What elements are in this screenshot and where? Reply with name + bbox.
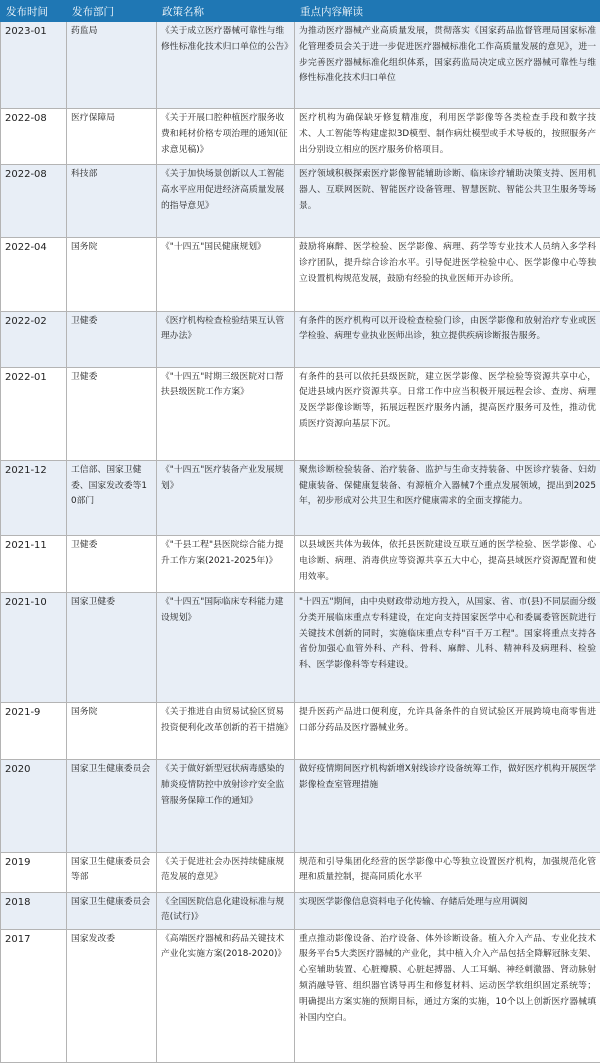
table-row — [1, 760, 600, 852]
cell-dept: 药监局 — [67, 22, 157, 109]
table-row — [1, 22, 600, 109]
cell-date: 2018 — [1, 892, 67, 929]
cell-dept: 卫健委 — [67, 535, 157, 592]
cell-policy: 《"千县工程"县医院综合能力提升工作方案(2021-2025年)》 — [157, 535, 295, 592]
table-row — [1, 929, 600, 1062]
cell-content: 以县域医共体为载体，依托县医院建设互联互通的医学检验、医学影像、心电诊断、病理、消毒供应等资源共享五大中心，提高县域医疗资源配置和使用效率。 — [295, 535, 600, 592]
header-dept: 发布部门 — [67, 1, 157, 22]
cell-content: 重点推动影像设备、治疗设备、体外诊断设备。植入介入产品、专业化技术服务平台5大类医疗器械的产业化，其中植入介入产品包括全降解冠脉支架、心室辅助装置、心脏瓣膜、心脏起搏器、人工耳蜗、神经刺激器、肾动脉射频消融导管、组织器官诱导再生和修复材料、运动医学软组织固定系统等；明确提出方案实施的预期目标，通过方案的实施，10个以上创新医疗器械填补国内空白。 — [295, 929, 600, 1062]
cell-content: "十四五"期间，由中央财政带动地方投入，从国家、省、市(县)不同层面分级分类开展临床重点专科建设，在定向支持国家医学中心和委属委管医院进行关键技术创新的同时，实施临床重点专科"百千万工程"。国家将重点支持各省份加强心血管外科、产科、骨科、麻醉、儿科、精神科及病理科、检验科、医学影像科等专科建设。 — [295, 593, 600, 703]
cell-date: 2021-10 — [1, 593, 67, 703]
cell-date: 2022-01 — [1, 367, 67, 460]
cell-content: 规范和引导集团化经营的医学影像中心等独立设置医疗机构，加强规范化管理和质量控制，提高同质化水平 — [295, 852, 600, 892]
cell-policy: 《医疗机构检查检验结果互认管理办法》 — [157, 311, 295, 367]
cell-date: 2021-9 — [1, 703, 67, 760]
cell-policy: 《高端医疗器械和药品关键技术产业化实施方案(2018-2020)》 — [157, 929, 295, 1062]
cell-content: 实现医学影像信息资料电子化传输、存储后处理与应用调阅 — [295, 892, 600, 929]
cell-date: 2022-02 — [1, 311, 67, 367]
cell-policy: 《关于加快场景创新以人工智能高水平应用促进经济高质量发展的指导意见》 — [157, 165, 295, 238]
cell-date: 2019 — [1, 852, 67, 892]
cell-policy: 《"十四五"时期三级医院对口帮扶县级医院工作方案》 — [157, 367, 295, 460]
cell-content: 有条件的医疗机构可以开设检查检验门诊，由医学影像和放射治疗专业或医学检验、病理专业执业医师出诊，独立提供疾病诊断报告服务。 — [295, 311, 600, 367]
cell-dept: 国家卫生健康委员会等部 — [67, 852, 157, 892]
cell-dept: 国家卫健委 — [67, 593, 157, 703]
cell-dept: 医疗保障局 — [67, 109, 157, 165]
cell-date: 2021-12 — [1, 460, 67, 535]
table-row — [1, 703, 600, 760]
header-policy: 政策名称 — [157, 1, 295, 22]
cell-dept: 卫健委 — [67, 367, 157, 460]
header-date: 发布时间 — [1, 1, 67, 22]
cell-policy: 《关于开展口腔种植医疗服务收费和耗材价格专项治理的通知(征求意见稿)》 — [157, 109, 295, 165]
cell-date: 2020 — [1, 760, 67, 852]
cell-date: 2022-04 — [1, 238, 67, 311]
table-row — [1, 892, 600, 929]
cell-dept: 工信部、国家卫健委、国家发改委等10部门 — [67, 460, 157, 535]
cell-policy: 《关于促进社会办医持续健康规范发展的意见》 — [157, 852, 295, 892]
table-row — [1, 460, 600, 535]
cell-dept: 国家发改委 — [67, 929, 157, 1062]
cell-date: 2023-01 — [1, 22, 67, 109]
table-row — [1, 535, 600, 592]
cell-date: 2021-11 — [1, 535, 67, 592]
table-row — [1, 852, 600, 892]
cell-policy: 《全国医院信息化建设标准与规范(试行)》 — [157, 892, 295, 929]
cell-dept: 国务院 — [67, 703, 157, 760]
cell-date: 2022-08 — [1, 165, 67, 238]
table-row — [1, 109, 600, 165]
cell-content: 聚焦诊断检验装备、治疗装备、监护与生命支持装备、中医诊疗装备、妇幼健康装备、保健康复装备、有源植介入器械7个重点发展领域，提出到2025年，初步形成对公共卫生和医疗健康需求的全面支撑能力。 — [295, 460, 600, 535]
table-row — [1, 593, 600, 703]
cell-content: 有条件的县可以依托县级医院，建立医学影像、医学检验等资源共享中心，促进县域内医疗资源共享。日常工作中应当积极开展远程会诊、查房、病理及医学影像诊断等，拓展远程医疗服务内涵，提高医疗服务可及性，推动优质医疗资源向基层下沉。 — [295, 367, 600, 460]
table-row — [1, 165, 600, 238]
cell-dept: 国家卫生健康委员会 — [67, 760, 157, 852]
cell-content: 为推动医疗器械产业高质量发展，贯彻落实《国家药品监督管理局国家标准化管理委员会关于进一步促进医疗器械标准化工作高质量发展的意见》，进一步完善医疗器械标准化组织体系，国家药监局决定成立医疗器械可靠性与维修性标准化技术归口单位 — [295, 22, 600, 109]
header-content: 重点内容解读 — [295, 1, 600, 22]
cell-policy: 《"十四五"国际临床专科能力建设规划》 — [157, 593, 295, 703]
cell-policy: 《"十四五"医疗装备产业发展规划》 — [157, 460, 295, 535]
header-row — [1, 1, 600, 22]
cell-content: 医疗领域积极探索医疗影像智能辅助诊断、临床诊疗辅助决策支持、医用机器人、互联网医院、智能医疗设备管理、智慧医院、智能公共卫生服务等场景。 — [295, 165, 600, 238]
cell-content: 医疗机构为确保缺牙修复精准度，利用医学影像等各类检查手段和数字技术、人工智能等构建虚拟3D模型、制作病灶模型或手术导板的，按照服务产出分别设立相应的医疗服务价格项目。 — [295, 109, 600, 165]
cell-policy: 《关于做好新型冠状病毒感染的肺炎疫情防控中放射诊疗安全监管服务保障工作的通知》 — [157, 760, 295, 852]
cell-content: 提升医药产品进口便利度，允许具备条件的自贸试验区开展跨境电商零售进口部分药品及医疗器械业务。 — [295, 703, 600, 760]
cell-policy: 《关于成立医疗器械可靠性与维修性标准化技术归口单位的公告》 — [157, 22, 295, 109]
table-row — [1, 311, 600, 367]
cell-dept: 国务院 — [67, 238, 157, 311]
cell-dept: 卫健委 — [67, 311, 157, 367]
cell-content: 做好疫情期间医疗机构新增X射线诊疗设备统筹工作，做好医疗机构开展医学影像检查室管理措施 — [295, 760, 600, 852]
table-row — [1, 367, 600, 460]
cell-dept: 科技部 — [67, 165, 157, 238]
cell-date: 2022-08 — [1, 109, 67, 165]
table-row — [1, 238, 600, 311]
cell-content: 鼓励将麻醉、医学检验、医学影像、病理、药学等专业技术人员纳入多学科诊疗团队，提升综合诊治水平。引导促进医学检验中心、医学影像中心等独立设置机构规范发展，鼓励有经验的执业医师开办诊所。 — [295, 238, 600, 311]
cell-dept: 国家卫生健康委员会 — [67, 892, 157, 929]
cell-date: 2017 — [1, 929, 67, 1062]
cell-policy: 《关于推进自由贸易试验区贸易投资便利化改革创新的若干措施》 — [157, 703, 295, 760]
cell-policy: 《"十四五"国民健康规划》 — [157, 238, 295, 311]
